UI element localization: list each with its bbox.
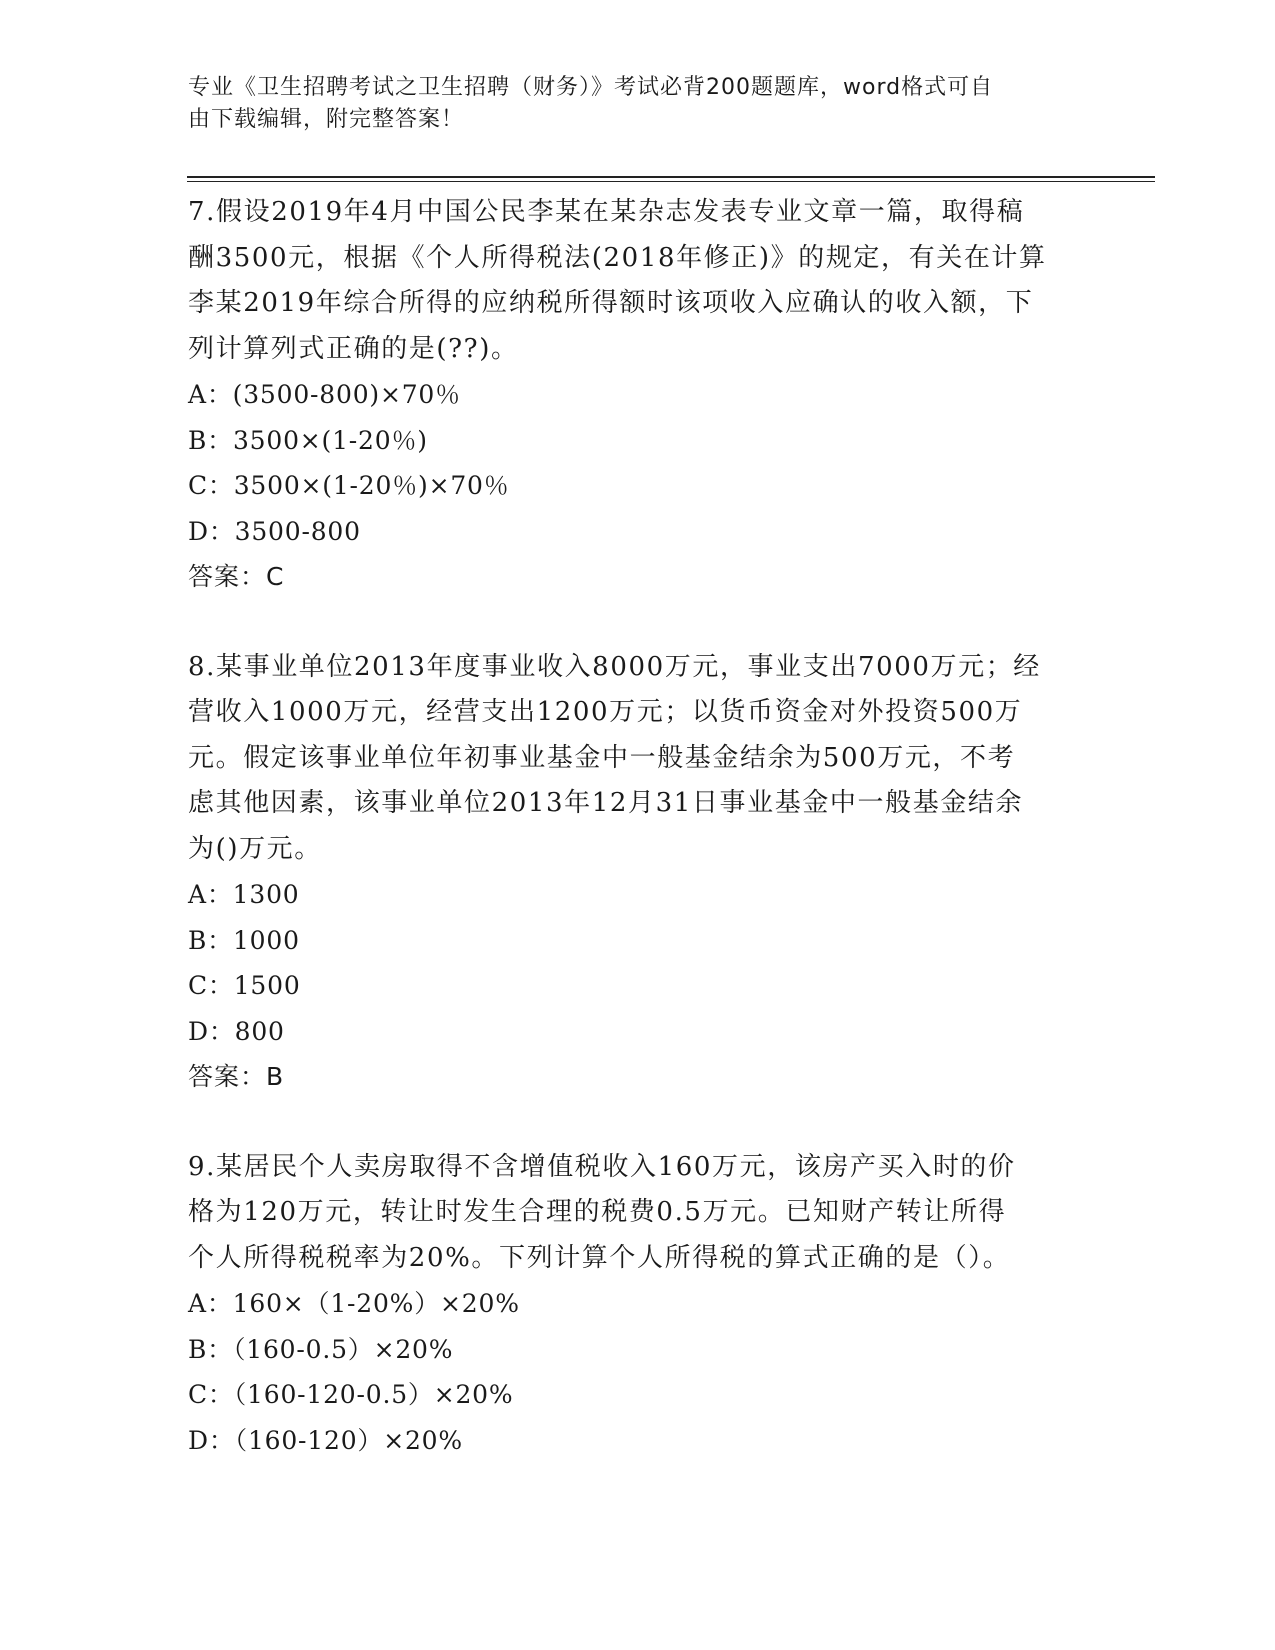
question-8-option-a: A：1300 — [188, 880, 300, 909]
document-header — [188, 72, 1088, 136]
question-8-line-3: 元。假定该事业单位年初事业基金中一般基金结余为500万元，不考 — [188, 742, 1016, 773]
question-7-option-b: B：3500×(1-20％) — [188, 425, 428, 455]
question-9-line-2: 格为120万元，转让时发生合理的税费0.5万元。已知财产转让所得 — [188, 1197, 1007, 1227]
question-7-line-4: 列计算列式正确的是(??)。 — [188, 333, 519, 364]
question-8-option-b: B：1000 — [188, 925, 300, 955]
question-8-option-c: C：1500 — [188, 971, 301, 1000]
question-8 — [188, 645, 1088, 1100]
question-9-option-b: B：（160-0.5）×20% — [188, 1334, 454, 1364]
question-7-line-3: 李某2019年综合所得的应纳税所得额时该项收入应确认的收入额，下 — [188, 288, 1034, 318]
question-9-line-3: 个人所得税税率为20%。下列计算个人所得税的算式正确的是（）。 — [188, 1242, 1011, 1273]
question-gap — [188, 600, 1088, 645]
question-9-option-a: A：160×（1-20%）×20% — [188, 1289, 520, 1318]
question-8-line-2: 营收入1000万元，经营支出1200万元；以货币资金对外投资500万 — [188, 697, 1023, 727]
header-line-1: 专业《卫生招聘考试之卫生招聘（财务）》考试必背200题题库，word格式可自 — [188, 75, 994, 100]
question-gap — [188, 1100, 1088, 1145]
question-9-option-d: D：（160-120）×20% — [188, 1425, 463, 1455]
question-9-line-1: 9.某居民个人卖房取得不含增值税收入160万元，该房产买入时的价 — [188, 1151, 1016, 1182]
question-8-line-5: 为()万元。 — [188, 833, 322, 864]
question-7-option-a: A：(3500-800)×70％ — [188, 380, 461, 409]
question-7-line-1: 7.假设2019年4月中国公民李某在某杂志发表专业文章一篇，取得稿 — [188, 197, 1025, 227]
question-8-line-1: 8.某事业单位2013年度事业收入8000万元，事业支出7000万元；经 — [188, 651, 1041, 682]
question-9-option-c: C：（160-120-0.5）×20% — [188, 1380, 514, 1409]
question-7 — [188, 190, 1088, 600]
header-divider — [187, 176, 1155, 182]
question-list — [188, 190, 1088, 1463]
question-7-option-d: D：3500-800 — [188, 516, 361, 546]
question-8-line-4: 虑其他因素，该事业单位2013年12月31日事业基金中一般基金结余 — [188, 788, 1024, 818]
question-7-answer: 答案：C — [188, 562, 285, 591]
question-8-option-d: D：800 — [188, 1016, 285, 1046]
question-7-line-2: 酬3500元，根据《个人所得税法(2018年修正)》的规定，有关在计算 — [188, 242, 1047, 273]
header-line-2: 由下载编辑，附完整答案！ — [188, 107, 465, 132]
question-9 — [188, 1145, 1088, 1464]
question-8-answer: 答案：B — [188, 1062, 285, 1091]
question-7-option-c: C：3500×(1-20％)×70％ — [188, 471, 510, 500]
